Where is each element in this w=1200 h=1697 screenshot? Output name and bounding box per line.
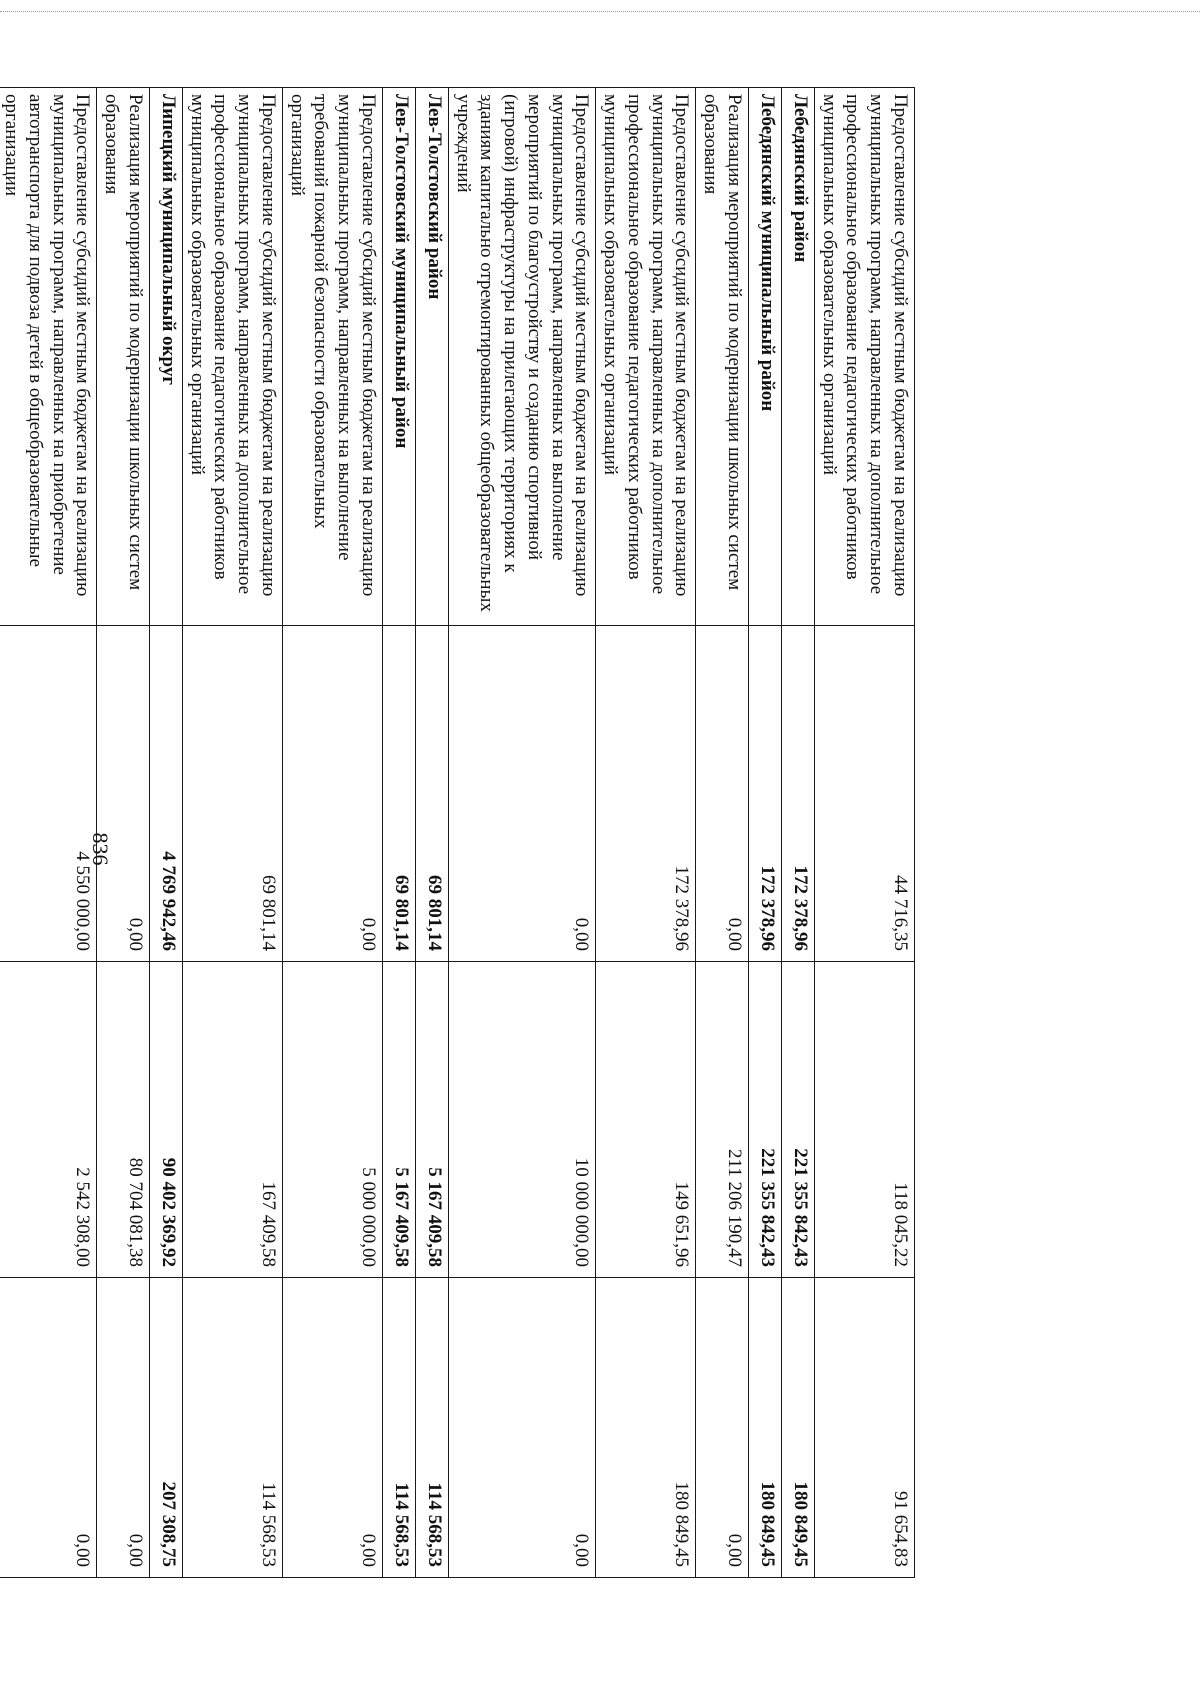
table-row bbox=[150, 88, 183, 1578]
table-row bbox=[383, 88, 416, 1578]
row-value-1: 69 801,14 bbox=[183, 626, 283, 962]
row-label: Предоставление субсидий местным бюджетам на реализацию муниципальных программ, направленных на дополнительное профессиональное образование педагогических работников муниципальных образовательных организаций bbox=[183, 88, 283, 626]
row-value-2: 80 704 081,38 bbox=[97, 962, 150, 1278]
row-value-3: 114 568,53 bbox=[416, 1278, 449, 1578]
row-value-2: 10 000 000,00 bbox=[449, 962, 597, 1278]
row-value-2: 90 402 369,92 bbox=[150, 962, 183, 1278]
row-value-1: 4 550 000,00 bbox=[0, 626, 97, 962]
row-value-1: 69 801,14 bbox=[383, 626, 416, 962]
row-value-3: 0,00 bbox=[283, 1278, 383, 1578]
row-value-3: 0,00 bbox=[0, 1278, 97, 1578]
budget-table bbox=[0, 87, 915, 1578]
row-value-1: 69 801,14 bbox=[416, 626, 449, 962]
table-row bbox=[283, 88, 383, 1578]
row-value-1: 172 378,96 bbox=[782, 626, 815, 962]
row-value-2: 221 355 842,43 bbox=[749, 962, 782, 1278]
table-row bbox=[815, 88, 915, 1578]
table-row bbox=[416, 88, 449, 1578]
row-value-1: 172 378,96 bbox=[596, 626, 696, 962]
row-value-2: 211 206 190,47 bbox=[696, 962, 749, 1278]
row-value-2: 167 409,58 bbox=[183, 962, 283, 1278]
row-value-2: 5 167 409,58 bbox=[416, 962, 449, 1278]
row-label: Предоставление субсидий местным бюджетам на реализацию муниципальных программ, направленных на выполнение требований пожарной безопасности образовательных организаций bbox=[283, 88, 383, 626]
row-value-3: 0,00 bbox=[97, 1278, 150, 1578]
row-value-1: 172 378,96 bbox=[749, 626, 782, 962]
scan-top-edge bbox=[0, 11, 1200, 12]
table-row bbox=[0, 88, 97, 1578]
row-value-3: 207 308,75 bbox=[150, 1278, 183, 1578]
row-value-1: 0,00 bbox=[97, 626, 150, 962]
row-label: Предоставление субсидий местным бюджетам на реализацию муниципальных программ, направленных на приобретение автотранспорта для подвоза детей в общеобразовательные организации bbox=[0, 88, 97, 626]
row-value-1: 44 716,35 bbox=[815, 626, 915, 962]
row-label: Лебедянский муниципальный район bbox=[749, 88, 782, 626]
table-row bbox=[183, 88, 283, 1578]
row-label: Реализация мероприятий по модернизации школьных систем образования bbox=[696, 88, 749, 626]
table-row bbox=[596, 88, 696, 1578]
table-row bbox=[782, 88, 815, 1578]
row-label: Лев-Толстовский муниципальный район bbox=[383, 88, 416, 626]
row-value-1: 0,00 bbox=[283, 626, 383, 962]
row-label: Предоставление субсидий местным бюджетам на реализацию муниципальных программ, направленных на дополнительное профессиональное образование педагогических работников муниципальных образовательных организаций bbox=[596, 88, 696, 626]
row-label: Лебедянский район bbox=[782, 88, 815, 626]
row-value-3: 180 849,45 bbox=[749, 1278, 782, 1578]
row-value-1: 0,00 bbox=[696, 626, 749, 962]
row-value-2: 118 045,22 bbox=[815, 962, 915, 1278]
row-value-2: 221 355 842,43 bbox=[782, 962, 815, 1278]
row-value-3: 91 654,83 bbox=[815, 1278, 915, 1578]
row-value-2: 5 000 000,00 bbox=[283, 962, 383, 1278]
row-value-3: 114 568,53 bbox=[383, 1278, 416, 1578]
table-row bbox=[696, 88, 749, 1578]
table-row bbox=[749, 88, 782, 1578]
row-label: Реализация мероприятий по модернизации школьных систем образования bbox=[97, 88, 150, 626]
row-value-1: 4 769 942,46 bbox=[150, 626, 183, 962]
row-label: Липецкий муниципальный округ bbox=[150, 88, 183, 626]
row-value-1: 0,00 bbox=[449, 626, 597, 962]
table-row bbox=[449, 88, 597, 1578]
row-value-3: 180 849,45 bbox=[596, 1278, 696, 1578]
table-row bbox=[97, 88, 150, 1578]
row-label: Лев-Толстовский район bbox=[416, 88, 449, 626]
page-number: 836 bbox=[88, 832, 113, 866]
row-value-3: 0,00 bbox=[696, 1278, 749, 1578]
row-value-3: 180 849,45 bbox=[782, 1278, 815, 1578]
row-label: Предоставление субсидий местным бюджетам на реализацию муниципальных программ, направленных на дополнительное профессиональное образование педагогических работников муниципальных образовательных организаций bbox=[815, 88, 915, 626]
budget-table-body bbox=[0, 88, 915, 1578]
row-value-3: 0,00 bbox=[449, 1278, 597, 1578]
row-value-2: 2 542 308,00 bbox=[0, 962, 97, 1278]
row-label: Предоставление субсидий местным бюджетам на реализацию муниципальных программ, направленных на выполнение мероприятий по благоустройству и созданию спортивной (игровой) инфраструктуры на прилегающих территориях к зданиям капитально отремонтированных общеобразовательных учреждений bbox=[449, 88, 597, 626]
row-value-2: 149 651,96 bbox=[596, 962, 696, 1278]
row-value-2: 5 167 409,58 bbox=[383, 962, 416, 1278]
row-value-3: 114 568,53 bbox=[183, 1278, 283, 1578]
